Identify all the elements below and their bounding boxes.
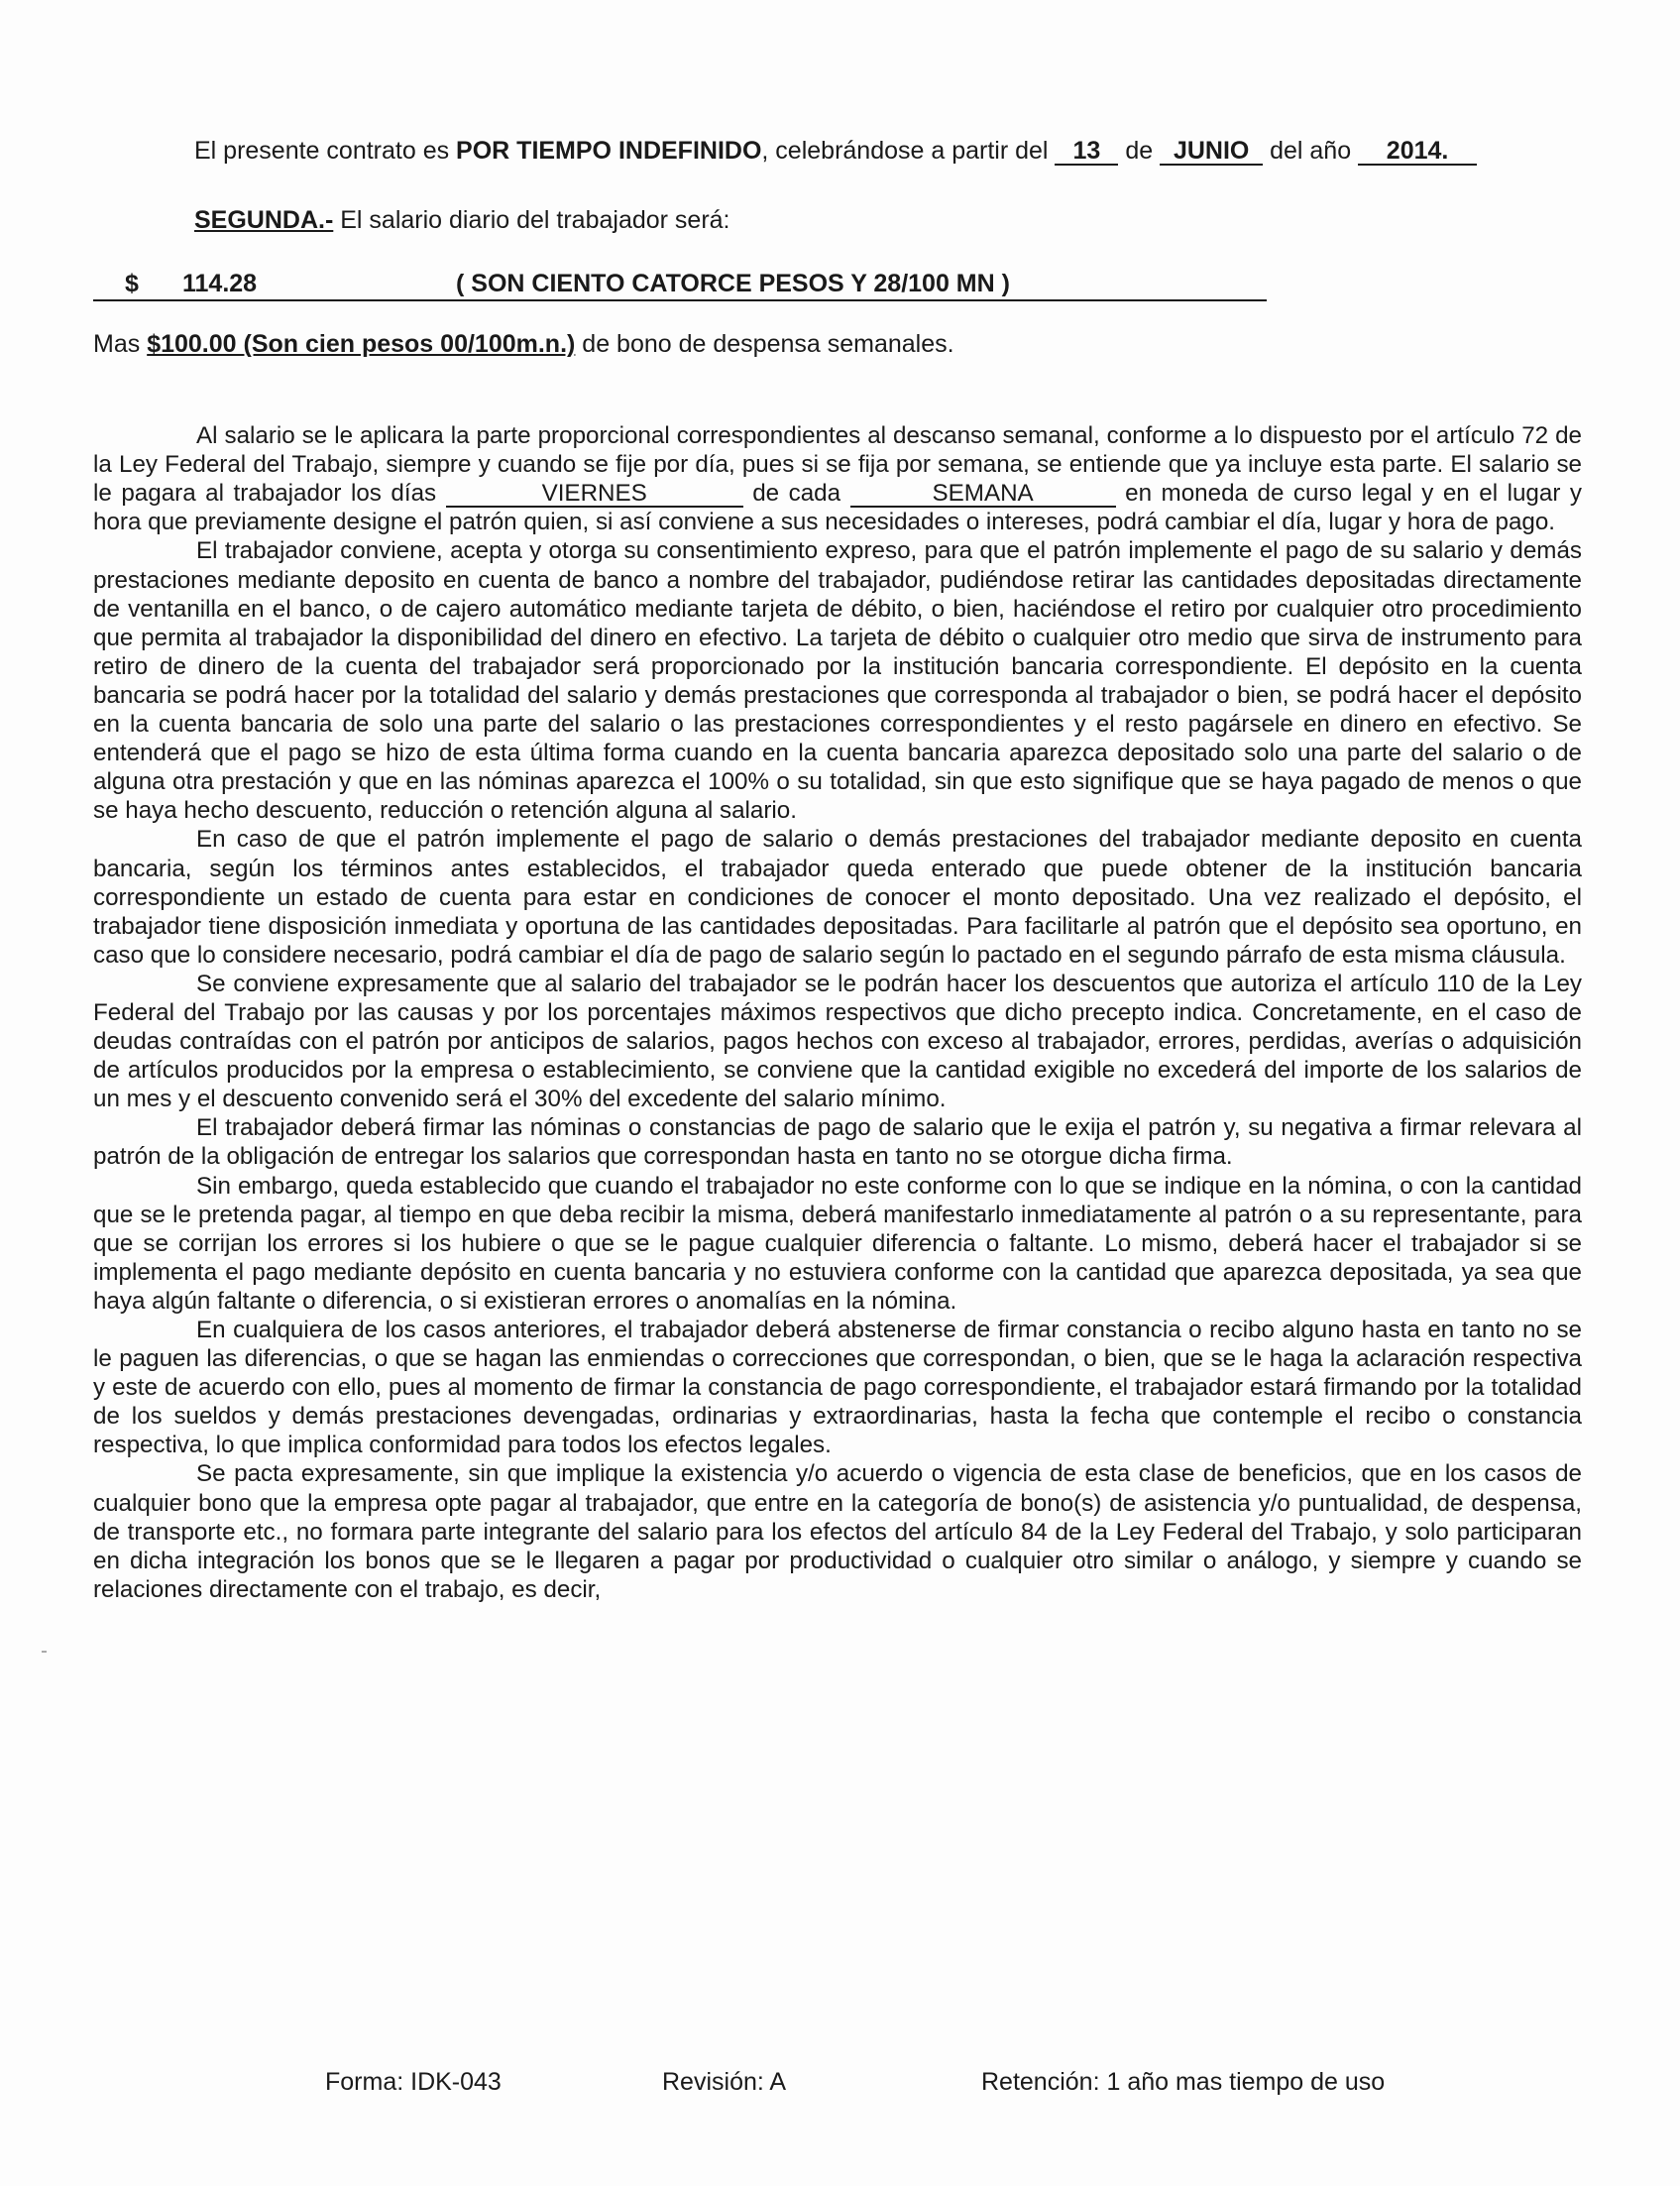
year-label: del año <box>1270 137 1352 165</box>
salary-line <box>93 268 1267 301</box>
bono-line <box>93 330 954 359</box>
salary-currency: $ <box>125 270 139 297</box>
contract-body <box>93 421 1582 1604</box>
start-year: 2014. <box>1358 138 1477 166</box>
footer-form-id: Forma: IDK-043 <box>325 2068 502 2096</box>
paragraph-disagreement: Sin embargo, queda establecido que cuando el trabajador no este conforme con lo que se indique en la nómina, o con la cantidad que se le pretenda pagar, al tiempo en que deba recibir la misma, deberá manifestarlo inmediatamente al patrón o a su representante, para que se corrijan los errores si los hubiere o que se le pague cualquier diferencia o faltante. Lo mismo, deberá hacer el trabajador si se implementa el pago mediante depósito en cuenta bancaria y no estuviera conforme con la cantidad que aparezca depositada, ya sea que haya algún faltante o diferencia, o si existieran errores o anomalías en la nómina. <box>93 1172 1582 1315</box>
bono-prefix: Mas <box>93 330 148 358</box>
paragraph-salary-payment <box>93 421 1582 536</box>
de-text: de <box>1125 137 1154 165</box>
salary-amount: 114.28 <box>182 270 258 297</box>
start-text: , celebrándose a partir del <box>761 137 1049 165</box>
start-day: 13 <box>1055 138 1118 166</box>
paragraph-text: de cada <box>742 480 850 508</box>
clause-segunda <box>194 206 730 235</box>
contract-term-line <box>194 137 1477 166</box>
clause-label: SEGUNDA.- <box>194 206 334 234</box>
clause-text: El salario diario del trabajador será: <box>333 206 730 234</box>
salary-words: ( SON CIENTO CATORCE PESOS Y 28/100 MN ) <box>456 270 1010 297</box>
paragraph-sign-payroll: El trabajador deberá firmar las nóminas o constancias de pago de salario que le exija el patrón y, su negativa a firmar relevara al patrón de la obligación de entregar los salarios que correspondan hasta en tanto no se otorgue dicha firma. <box>93 1114 1582 1171</box>
footer-revision: Revisión: A <box>662 2068 787 2096</box>
paragraph-abstain-signing: En cualquiera de los casos anteriores, el trabajador deberá abstenerse de firmar constancia o recibo alguno hasta en tanto no se le paguen las diferencias, o que se hagan las enmiendas o correcciones que correspondan, o bien, que se le haga la aclaración respectiva y este de acuerdo con ello, pues al momento de firmar la constancia de pago correspondiente, el trabajador estará firmando por la totalidad de los sueldos y demás prestaciones devengadas, ordinarias y extraordinarias, hasta la fecha que contemple el recibo o constancia respectiva, lo que implica conformidad para todos los efectos legales. <box>93 1317 1582 1459</box>
paragraph-deductions: Se conviene expresamente que al salario del trabajador se le podrán hacer los descuentos que autoriza el artículo 110 de la Ley Federal del Trabajo por las causas y por los porcentajes máximos respectivos que dicho precepto indica. Concretamente, en el caso de deudas contraídas con el patrón por anticipos de salarios, pagos hechos con exceso al trabajador, errores, perdidas, averías o adquisición de artículos producidos por la empresa o establecimiento, se conviene que la cantidad exigible no excederá del importe de los salarios de un mes y el descuento convenido será el 30% del excedente del salario mínimo. <box>93 970 1582 1113</box>
intro-text: El presente contrato es <box>194 137 457 165</box>
paragraph-text: en moneda de curso legal y en el lugar y hora que previamente designe el patrón quien, si así conviene a sus necesidades o intereses, podrá cambiar el día, lugar y hora de pago. <box>93 480 1583 536</box>
payment-day: VIERNES <box>446 482 743 508</box>
paragraph-text: Al salario se le aplicara la parte proporcional correspondientes al descanso semanal, conforme a lo dispuesto por el artículo 72 de la Ley Federal del Trabajo, siempre y cuando se fije por día, pues si se fija por semana, se entiende que ya incluye esta parte. El salario se le pagara al trabajador los días <box>93 422 1582 508</box>
start-month: JUNIO <box>1160 138 1263 166</box>
contract-term: POR TIEMPO INDEFINIDO <box>456 137 762 165</box>
payment-period: SEMANA <box>850 482 1116 508</box>
paragraph-bonus: Se pacta expresamente, sin que implique la existencia y/o acuerdo o vigencia de esta clase de beneficios, que en los casos de cualquier bono que la empresa opte pagar al trabajador, que entre en la categoría de bono(s) de asistencia y/o puntualidad, de despensa, de transporte etc., no formara parte integrante del salario para los efectos del artículo 84 de la Ley Federal del Trabajo, y solo participaran en dicha integración los bonos que se le llegaren a pagar por productividad o cualquier otro similar o análogo, y siempre y cuando se relaciones directamente con el trabajo, es decir, <box>93 1460 1582 1603</box>
bono-amount: $100.00 (Son cien pesos 00/100m.n.) <box>147 330 576 358</box>
paragraph-account-statement: En caso de que el patrón implemente el pago de salario o demás prestaciones del trabajador mediante deposito en cuenta bancaria, según los términos antes establecidos, el trabajador queda enterado que puede obtener de la institución bancaria correspondiente un estado de cuenta para estar en condiciones de conocer el monto depositado. Una vez realizado el depósito, el trabajador tiene disposición inmediata y oportuna de las cantidades depositadas. Para facilitarle al patrón que el depósito sea oportuno, en caso que lo considere necesario, podrá cambiar el día de pago de salario según lo pactado en el segundo párrafo de esta misma cláusula. <box>93 826 1582 969</box>
paragraph-bank-deposit: El trabajador conviene, acepta y otorga su consentimiento expreso, para que el patrón implemente el pago de su salario y demás prestaciones mediante deposito en cuenta de banco a nombre del trabajador, pudiéndose retirar las cantidades depositadas directamente de ventanilla en el banco, o de cajero automático mediante tarjeta de débito, o bien, haciéndose el retiro por cualquier otro procedimiento que permita al trabajador la disponibilidad del dinero en efectivo. La tarjeta de débito o cualquier otro medio que sirva de instrumento para retiro de dinero de la cuenta del trabajador será proporcionado por la institución bancaria correspondiente. El depósito en la cuenta bancaria se podrá hacer por la totalidad del salario y demás prestaciones que corresponda al trabajador o bien, se podrá hacer el depósito en la cuenta bancaria de solo una parte del salario o las prestaciones correspondientes y el resto pagársele en dinero en efectivo. Se entenderá que el pago se hizo de esta última forma cuando en la cuenta bancaria aparezca depositado solo una parte del salario o de alguna otra prestación y que en las nóminas aparezca el 100% o su totalidad, sin que esto signifique que se haya pagado de menos o que se haya hecho descuento, reducción o retención alguna al salario. <box>93 537 1582 825</box>
bono-suffix: de bono de despensa semanales. <box>575 330 954 358</box>
scan-mark <box>42 1651 47 1653</box>
footer-retention: Retención: 1 año mas tiempo de uso <box>981 2068 1386 2096</box>
